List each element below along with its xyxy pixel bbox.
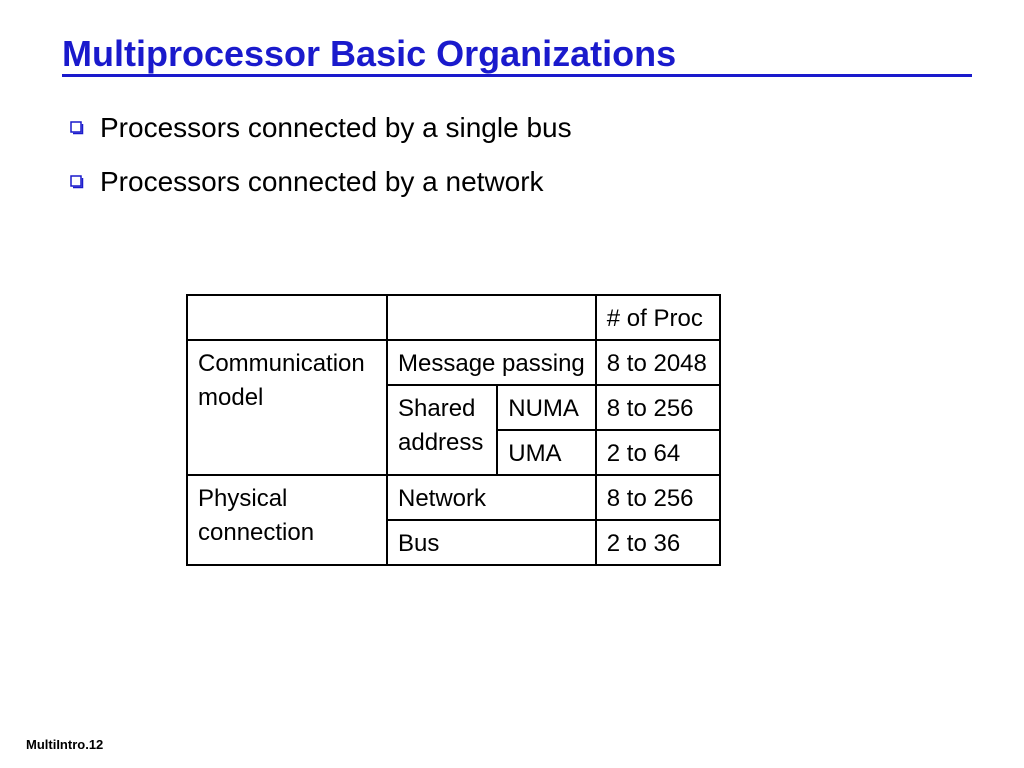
organization-table (186, 294, 721, 566)
table-cell-empty (187, 295, 387, 340)
cell-uma: UMA (497, 430, 596, 475)
table-row-message-passing (187, 340, 720, 385)
row-header-communication-model: Communication model (187, 340, 387, 475)
bullet-text: Processors connected by a network (100, 166, 544, 197)
bullet-item (70, 108, 572, 148)
slide-title: Multiprocessor Basic Organizations (62, 33, 677, 74)
header-proc-count: # of Proc (596, 295, 720, 340)
cell-network-proc: 8 to 256 (596, 475, 720, 520)
row-header-physical-connection: Physical connection (187, 475, 387, 565)
cell-shared-address: Shared address (387, 385, 497, 475)
cell-numa-proc: 8 to 256 (596, 385, 720, 430)
cell-message-passing: Message passing (387, 340, 596, 385)
cell-bus: Bus (387, 520, 596, 565)
table-cell-empty (387, 295, 596, 340)
bullet-text: Processors connected by a single bus (100, 112, 572, 143)
cell-uma-proc: 2 to 64 (596, 430, 720, 475)
hollow-square-icon (70, 175, 84, 189)
hollow-square-icon (70, 121, 84, 135)
slide-footer-label: MultiIntro.12 (26, 737, 104, 752)
table-header-row (187, 295, 720, 340)
cell-bus-proc: 2 to 36 (596, 520, 720, 565)
title-underline (62, 74, 972, 77)
cell-network: Network (387, 475, 596, 520)
bullet-list (70, 108, 572, 216)
cell-numa: NUMA (497, 385, 596, 430)
bullet-item (70, 162, 572, 202)
cell-message-passing-proc: 8 to 2048 (596, 340, 720, 385)
table-row-network (187, 475, 720, 520)
